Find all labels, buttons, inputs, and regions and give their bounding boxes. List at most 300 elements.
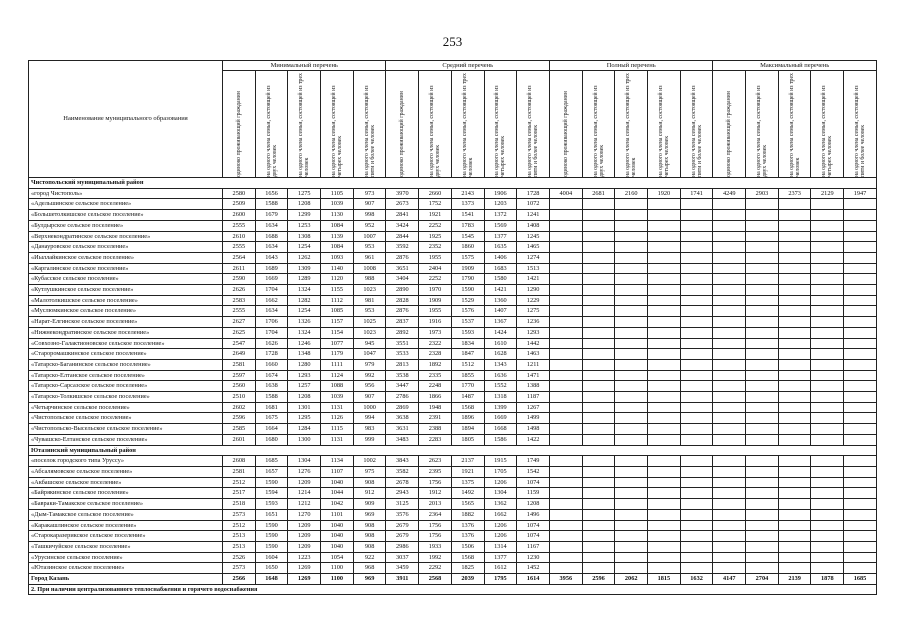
value-cell: 3651: [386, 263, 419, 274]
municipality-name: «Кутлушкинское сельское поселение»: [29, 285, 223, 296]
value-cell: 1604: [255, 552, 288, 563]
municipality-name: «Татарско-Елтанское сельское поселение»: [29, 370, 223, 381]
value-cell: [713, 541, 746, 552]
table-row: [29, 520, 877, 531]
column-subheader-label: на одного члена семьи, состоящей из четырех человек: [821, 85, 834, 177]
value-cell: [713, 285, 746, 296]
value-cell: [615, 199, 648, 210]
table-body: [29, 178, 877, 595]
value-cell: 3125: [386, 499, 419, 510]
value-cell: 1308: [288, 231, 321, 242]
value-cell: 1643: [255, 252, 288, 263]
value-cell: [549, 456, 582, 467]
value-cell: 1295: [288, 413, 321, 424]
column-subheader: [680, 71, 713, 178]
value-cell: [648, 434, 681, 445]
value-cell: [778, 210, 811, 221]
value-cell: [549, 231, 582, 242]
value-cell: 1245: [517, 231, 550, 242]
value-cell: [615, 220, 648, 231]
value-cell: 1590: [255, 520, 288, 531]
value-cell: 1124: [321, 370, 354, 381]
value-cell: 2143: [451, 188, 484, 199]
value-cell: [582, 488, 615, 499]
value-cell: [549, 488, 582, 499]
value-cell: 1689: [255, 263, 288, 274]
value-cell: 1568: [451, 402, 484, 413]
value-cell: 2583: [223, 295, 256, 306]
value-cell: [811, 456, 844, 467]
value-cell: [811, 317, 844, 328]
value-cell: [648, 413, 681, 424]
column-subheader: [288, 71, 321, 178]
value-cell: [615, 424, 648, 435]
municipality-name: «Каргалинское сельское поселение»: [29, 263, 223, 274]
value-cell: [680, 349, 713, 360]
municipality-name: Город Казань: [29, 574, 223, 585]
value-cell: [746, 520, 779, 531]
value-cell: [680, 424, 713, 435]
column-subheader: [419, 71, 452, 178]
value-cell: 1614: [517, 574, 550, 585]
value-cell: [680, 466, 713, 477]
value-cell: 1407: [484, 306, 517, 317]
value-cell: [549, 252, 582, 263]
value-cell: 1452: [517, 563, 550, 574]
value-cell: [615, 456, 648, 467]
value-cell: 1894: [451, 424, 484, 435]
value-cell: [549, 306, 582, 317]
value-cell: [844, 220, 877, 231]
value-cell: 1610: [484, 338, 517, 349]
value-cell: 2252: [419, 274, 452, 285]
value-cell: [811, 220, 844, 231]
value-cell: [582, 285, 615, 296]
value-cell: 2876: [386, 306, 419, 317]
value-cell: [844, 349, 877, 360]
value-cell: 2510: [223, 392, 256, 403]
value-cell: 2555: [223, 306, 256, 317]
value-cell: [615, 541, 648, 552]
value-cell: [778, 531, 811, 542]
table-row: [29, 327, 877, 338]
value-cell: [680, 231, 713, 242]
column-subheader-label: на одного члена семьи, состоящей из двух человек: [755, 85, 768, 177]
value-cell: [549, 242, 582, 253]
value-cell: 1921: [451, 466, 484, 477]
municipality-name: «Каракашлинское сельское поселение»: [29, 520, 223, 531]
value-cell: 1783: [451, 220, 484, 231]
value-cell: 1650: [255, 563, 288, 574]
value-cell: 1970: [419, 285, 452, 296]
value-cell: [746, 306, 779, 317]
municipality-name: «Акбашское сельское поселение»: [29, 477, 223, 488]
value-cell: [648, 381, 681, 392]
table-row: [29, 188, 877, 199]
value-cell: [811, 370, 844, 381]
value-cell: 1947: [844, 188, 877, 199]
value-cell: [549, 285, 582, 296]
value-cell: [582, 317, 615, 328]
value-cell: 1669: [255, 274, 288, 285]
value-cell: [811, 231, 844, 242]
value-cell: [680, 306, 713, 317]
table-row: [29, 231, 877, 242]
page-number: 253: [442, 34, 463, 49]
column-subheader: [582, 71, 615, 178]
table-row: [29, 541, 877, 552]
value-cell: [648, 456, 681, 467]
value-cell: 2585: [223, 424, 256, 435]
value-cell: [549, 563, 582, 574]
value-cell: 953: [353, 242, 386, 253]
value-cell: 2328: [419, 349, 452, 360]
municipality-name: «Совхозно-Галактионовское сельское поселение»: [29, 338, 223, 349]
value-cell: 1293: [517, 327, 550, 338]
municipality-name: «Байрякинское сельское поселение»: [29, 488, 223, 499]
value-cell: [778, 488, 811, 499]
value-cell: [648, 274, 681, 285]
value-cell: 983: [353, 424, 386, 435]
value-cell: 2512: [223, 477, 256, 488]
value-cell: 1465: [517, 242, 550, 253]
value-cell: [680, 520, 713, 531]
value-cell: 2566: [223, 574, 256, 585]
value-cell: [615, 263, 648, 274]
table-row: [29, 263, 877, 274]
value-cell: 3582: [386, 466, 419, 477]
value-cell: 1040: [321, 541, 354, 552]
value-cell: [778, 295, 811, 306]
value-cell: [680, 488, 713, 499]
municipality-name: «Иыллайкинское сельское поселение»: [29, 252, 223, 263]
value-cell: 1973: [419, 327, 452, 338]
value-cell: [582, 477, 615, 488]
value-cell: [746, 274, 779, 285]
table-row: [29, 509, 877, 520]
value-cell: 1669: [484, 413, 517, 424]
value-cell: 2678: [386, 477, 419, 488]
value-cell: [713, 552, 746, 563]
value-cell: [582, 520, 615, 531]
value-cell: [582, 509, 615, 520]
value-cell: 1590: [255, 531, 288, 542]
value-cell: [680, 210, 713, 221]
value-cell: [648, 392, 681, 403]
value-cell: [549, 263, 582, 274]
value-cell: 1208: [517, 499, 550, 510]
value-cell: 1909: [451, 263, 484, 274]
value-cell: [582, 338, 615, 349]
value-cell: 1139: [321, 231, 354, 242]
value-cell: 1131: [321, 434, 354, 445]
value-cell: [680, 242, 713, 253]
value-cell: [582, 306, 615, 317]
municipality-name: «Чистопольско-Высельское сельское поселение»: [29, 424, 223, 435]
column-subheader-label: одиноко проживающий гражданин: [235, 91, 242, 177]
value-cell: 2596: [582, 574, 615, 585]
value-cell: [648, 210, 681, 221]
value-cell: 3970: [386, 188, 419, 199]
value-cell: [746, 285, 779, 296]
value-cell: [680, 381, 713, 392]
table-row: [29, 413, 877, 424]
value-cell: 3037: [386, 552, 419, 563]
value-cell: [746, 359, 779, 370]
value-cell: [680, 477, 713, 488]
value-cell: 2573: [223, 563, 256, 574]
value-cell: 1656: [255, 188, 288, 199]
value-cell: 1326: [288, 317, 321, 328]
value-cell: 2869: [386, 402, 419, 413]
value-cell: [811, 392, 844, 403]
value-cell: [778, 274, 811, 285]
value-cell: 2610: [223, 231, 256, 242]
value-cell: [746, 252, 779, 263]
value-cell: [680, 263, 713, 274]
value-cell: [746, 434, 779, 445]
municipality-name: «город Чистополь»: [29, 188, 223, 199]
value-cell: 1512: [451, 359, 484, 370]
value-cell: [648, 317, 681, 328]
value-cell: [811, 381, 844, 392]
value-cell: 2560: [223, 381, 256, 392]
value-cell: 2391: [419, 413, 452, 424]
value-cell: [615, 349, 648, 360]
value-cell: 1683: [484, 263, 517, 274]
table-row: [29, 466, 877, 477]
value-cell: [778, 199, 811, 210]
value-cell: [811, 466, 844, 477]
value-cell: [549, 349, 582, 360]
value-cell: 1728: [255, 349, 288, 360]
column-subheader: [811, 71, 844, 178]
value-cell: [844, 531, 877, 542]
value-cell: 1262: [288, 252, 321, 263]
value-cell: 1206: [484, 520, 517, 531]
value-cell: 3631: [386, 424, 419, 435]
value-cell: [778, 520, 811, 531]
value-cell: 1203: [484, 199, 517, 210]
value-cell: 912: [353, 488, 386, 499]
value-cell: [778, 338, 811, 349]
value-cell: [648, 359, 681, 370]
value-cell: [549, 424, 582, 435]
value-cell: 1054: [321, 552, 354, 563]
value-cell: [844, 466, 877, 477]
value-cell: 1206: [484, 531, 517, 542]
value-cell: 1933: [419, 541, 452, 552]
value-cell: [615, 210, 648, 221]
value-cell: 1301: [288, 402, 321, 413]
value-cell: 1131: [321, 402, 354, 413]
value-cell: 2581: [223, 466, 256, 477]
value-cell: 3843: [386, 456, 419, 467]
column-subheader-label: на одного члена семьи, состоящей из трех человек: [298, 73, 311, 177]
value-cell: [549, 199, 582, 210]
value-cell: [811, 199, 844, 210]
value-cell: 1072: [517, 199, 550, 210]
value-cell: [811, 210, 844, 221]
column-subheader: [517, 71, 550, 178]
value-cell: [746, 327, 779, 338]
value-cell: 1657: [255, 466, 288, 477]
value-cell: 1112: [321, 295, 354, 306]
value-cell: [549, 499, 582, 510]
table-row: [29, 552, 877, 563]
value-cell: 2626: [223, 285, 256, 296]
value-cell: 1304: [484, 488, 517, 499]
value-cell: 2580: [223, 188, 256, 199]
value-cell: 1860: [451, 242, 484, 253]
value-cell: [648, 295, 681, 306]
value-cell: [615, 402, 648, 413]
municipality-name: «Четырчинское сельское поселение»: [29, 402, 223, 413]
value-cell: 2581: [223, 359, 256, 370]
value-cell: [680, 509, 713, 520]
value-cell: 1293: [288, 370, 321, 381]
value-cell: 1290: [517, 285, 550, 296]
value-cell: [549, 552, 582, 563]
municipality-name: «Урусинское сельское поселение»: [29, 552, 223, 563]
value-cell: 2611: [223, 263, 256, 274]
value-cell: [746, 338, 779, 349]
value-cell: [648, 252, 681, 263]
value-cell: [844, 499, 877, 510]
value-cell: [778, 541, 811, 552]
value-cell: [549, 477, 582, 488]
value-cell: [549, 274, 582, 285]
value-cell: 1915: [484, 456, 517, 467]
value-cell: 2813: [386, 359, 419, 370]
value-cell: 1668: [484, 424, 517, 435]
value-cell: 1275: [517, 306, 550, 317]
value-cell: [549, 370, 582, 381]
value-cell: 2608: [223, 456, 256, 467]
value-cell: [615, 285, 648, 296]
column-subheader-label: на одного члена семьи, состоящей из трех человек: [625, 73, 638, 177]
value-cell: [778, 285, 811, 296]
value-cell: [811, 349, 844, 360]
value-cell: [713, 424, 746, 435]
value-cell: [615, 563, 648, 574]
value-cell: [615, 531, 648, 542]
value-cell: 2513: [223, 541, 256, 552]
value-cell: 1498: [517, 424, 550, 435]
value-cell: [811, 274, 844, 285]
value-cell: 1208: [288, 392, 321, 403]
value-cell: [713, 370, 746, 381]
value-cell: 1077: [321, 338, 354, 349]
column-subheader-label: на одного члена семьи, состоящей из двух человек: [429, 85, 442, 177]
value-cell: 1105: [321, 188, 354, 199]
value-cell: 1074: [517, 531, 550, 542]
value-cell: 1552: [484, 381, 517, 392]
value-cell: 1728: [517, 188, 550, 199]
value-cell: [680, 552, 713, 563]
column-subheader-label: одиноко проживающий гражданин: [726, 91, 733, 177]
value-cell: 1948: [419, 402, 452, 413]
value-cell: [549, 295, 582, 306]
value-cell: [746, 210, 779, 221]
value-cell: [844, 509, 877, 520]
column-subheader-label: на одного члена семьи, состоящей из четырех человек: [330, 85, 343, 177]
value-cell: [648, 306, 681, 317]
value-cell: 2986: [386, 541, 419, 552]
value-cell: [746, 231, 779, 242]
value-cell: [811, 434, 844, 445]
value-cell: 1756: [419, 531, 452, 542]
value-cell: [778, 349, 811, 360]
value-cell: [811, 509, 844, 520]
municipality-name: «Татарско-Баганинское сельское поселение»: [29, 359, 223, 370]
value-cell: 2388: [419, 424, 452, 435]
value-cell: 1632: [680, 574, 713, 585]
table-row: [29, 424, 877, 435]
value-cell: 1002: [353, 456, 386, 467]
column-subheader-label: на одного члена семьи, состоящей из четырех человек: [494, 85, 507, 177]
value-cell: 3447: [386, 381, 419, 392]
value-cell: 1343: [484, 359, 517, 370]
value-cell: 1007: [353, 231, 386, 242]
value-cell: 2600: [223, 210, 256, 221]
value-cell: 1626: [255, 338, 288, 349]
value-cell: [844, 392, 877, 403]
value-cell: 1537: [451, 317, 484, 328]
value-cell: 1120: [321, 274, 354, 285]
value-cell: [648, 466, 681, 477]
value-cell: 1134: [321, 456, 354, 467]
value-cell: 1499: [517, 413, 550, 424]
value-cell: 1282: [288, 295, 321, 306]
value-cell: [811, 242, 844, 253]
value-cell: 1878: [811, 574, 844, 585]
value-cell: 1074: [517, 477, 550, 488]
value-cell: [746, 477, 779, 488]
value-cell: 2660: [419, 188, 452, 199]
value-cell: 2248: [419, 381, 452, 392]
value-cell: 1074: [517, 520, 550, 531]
value-cell: [648, 424, 681, 435]
value-cell: [778, 477, 811, 488]
value-cell: [648, 349, 681, 360]
value-cell: [582, 199, 615, 210]
value-cell: 2160: [615, 188, 648, 199]
value-cell: 3533: [386, 349, 419, 360]
column-subheader: [223, 71, 256, 178]
value-cell: [680, 220, 713, 231]
value-cell: [582, 392, 615, 403]
value-cell: 2013: [419, 499, 452, 510]
value-cell: [844, 306, 877, 317]
value-cell: 1040: [321, 477, 354, 488]
value-cell: 1299: [288, 210, 321, 221]
value-cell: [746, 392, 779, 403]
value-cell: [811, 295, 844, 306]
value-cell: [778, 242, 811, 253]
table-row: [29, 338, 877, 349]
value-cell: 1280: [288, 359, 321, 370]
value-cell: 1660: [255, 359, 288, 370]
value-cell: [713, 466, 746, 477]
value-cell: 1634: [255, 306, 288, 317]
column-subheader: [353, 71, 386, 178]
value-cell: [746, 541, 779, 552]
value-cell: 1471: [517, 370, 550, 381]
value-cell: [778, 563, 811, 574]
value-cell: [615, 370, 648, 381]
value-cell: [615, 509, 648, 520]
